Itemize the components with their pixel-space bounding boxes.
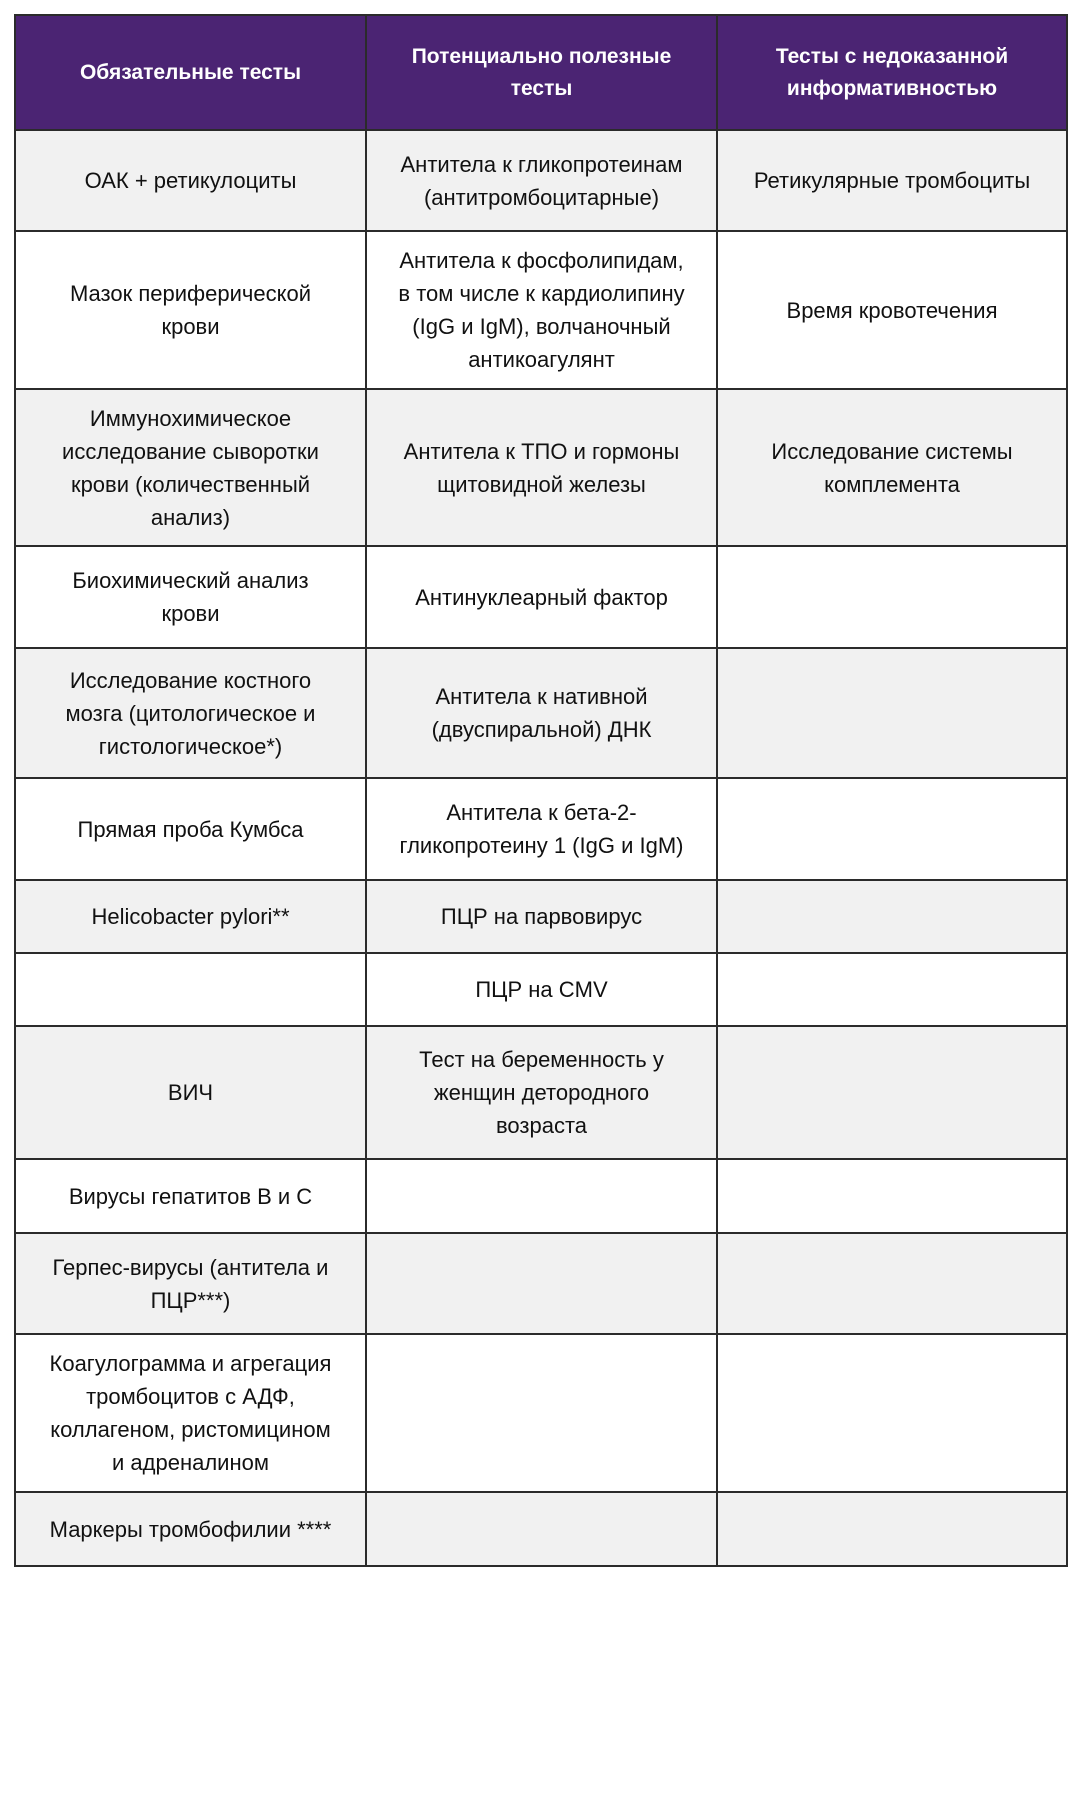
table-cell	[717, 1233, 1067, 1334]
table-row	[15, 231, 1067, 389]
table-cell: Антитела к ТПО и гормоны щитовидной железы	[366, 389, 717, 546]
table-row	[15, 953, 1067, 1026]
table-cell: Мазок периферической крови	[15, 231, 366, 389]
table-cell: Иммунохимическое исследование сыворотки крови (количественный анализ)	[15, 389, 366, 546]
table-cell: Прямая проба Кумбса	[15, 778, 366, 880]
header-unproven-tests: Тесты с недоказанной информативностью	[717, 15, 1067, 130]
table-cell: ПЦР на парвовирус	[366, 880, 717, 953]
table-row	[15, 389, 1067, 546]
table-cell: Helicobacter pylori**	[15, 880, 366, 953]
table-cell: Исследование костного мозга (цитологическое и гистологическое*)	[15, 648, 366, 778]
table-cell: Вирусы гепатитов В и С	[15, 1159, 366, 1233]
table-cell	[366, 1233, 717, 1334]
table-cell: ВИЧ	[15, 1026, 366, 1159]
table-cell	[717, 880, 1067, 953]
table-cell: Коагулограмма и агрегация тромбоцитов с АДФ, коллагеном, ристомицином и адреналином	[15, 1334, 366, 1492]
table-row	[15, 130, 1067, 231]
table-cell: Тест на беременность у женщин детородного возраста	[366, 1026, 717, 1159]
table-row	[15, 1026, 1067, 1159]
table-cell	[366, 1334, 717, 1492]
table-cell	[717, 546, 1067, 648]
table-row	[15, 1233, 1067, 1334]
table-row	[15, 1492, 1067, 1566]
table-cell	[717, 1159, 1067, 1233]
table-cell: Антинуклеарный фактор	[366, 546, 717, 648]
table-cell	[717, 648, 1067, 778]
table-cell: ОАК + ретикулоциты	[15, 130, 366, 231]
table-cell	[717, 1026, 1067, 1159]
header-row	[15, 15, 1067, 130]
table-cell: Время кровотечения	[717, 231, 1067, 389]
table-cell	[717, 1334, 1067, 1492]
table-cell	[717, 1492, 1067, 1566]
table-cell: Ретикулярные тромбоциты	[717, 130, 1067, 231]
table-cell	[366, 1159, 717, 1233]
table-row	[15, 778, 1067, 880]
table-cell	[366, 1492, 717, 1566]
table-cell: Биохимический анализ крови	[15, 546, 366, 648]
table-row	[15, 546, 1067, 648]
table-cell: Исследование системы комплемента	[717, 389, 1067, 546]
table-cell	[717, 778, 1067, 880]
header-mandatory-tests: Обязательные тесты	[15, 15, 366, 130]
table-cell: Антитела к нативной (двуспиральной) ДНК	[366, 648, 717, 778]
table-cell: Герпес-вирусы (антитела и ПЦР***)	[15, 1233, 366, 1334]
table-cell: Антитела к фосфолипидам, в том числе к кардиолипину (IgG и IgM), волчаночный антикоагулянт	[366, 231, 717, 389]
table-cell: Маркеры тромбофилии ****	[15, 1492, 366, 1566]
table-cell: Антитела к бета-2-гликопротеину 1 (IgG и IgM)	[366, 778, 717, 880]
table-cell	[717, 953, 1067, 1026]
table-row	[15, 880, 1067, 953]
table-cell: ПЦР на CMV	[366, 953, 717, 1026]
table-cell	[15, 953, 366, 1026]
table-cell: Антитела к гликопротеинам (антитромбоцитарные)	[366, 130, 717, 231]
table-row	[15, 1334, 1067, 1492]
table-row	[15, 648, 1067, 778]
tests-table	[14, 14, 1068, 1567]
header-potentially-useful-tests: Потенциально полезные тесты	[366, 15, 717, 130]
table-row	[15, 1159, 1067, 1233]
